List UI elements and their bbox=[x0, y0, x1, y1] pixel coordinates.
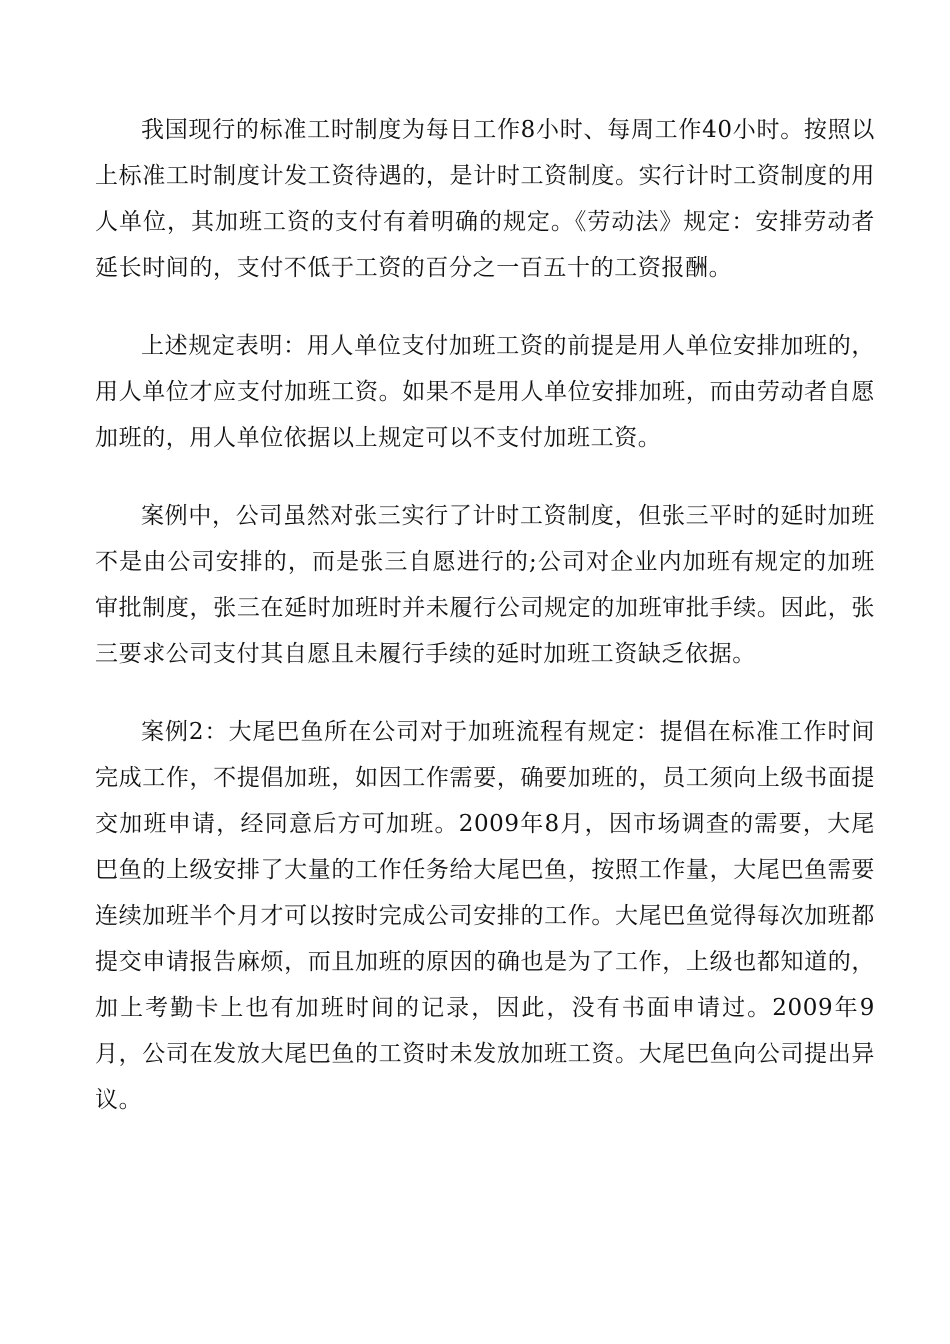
paragraph-standard-working-hours: 我国现行的标准工时制度为每日工作8小时、每周工作40小时。按照以上标准工时制度计发工资待遇的，是计时工资制度。实行计时工资制度的用人单位，其加班工资的支付有着明确的规定。《劳动法》规定：安排劳动者延长时间的，支付不低于工资的百分之一百五十的工资报酬。 bbox=[95, 117, 875, 281]
paragraph-overtime-precondition: 上述规定表明：用人单位支付加班工资的前提是用人单位安排加班的，用人单位才应支付加班工资。如果不是用人单位安排加班，而由劳动者自愿加班的，用人单位依据以上规定可以不支付加班工资。 bbox=[95, 333, 875, 451]
paragraph-case-2: 案例2：大尾巴鱼所在公司对于加班流程有规定：提倡在标准工作时间完成工作，不提倡加班，如因工作需要，确要加班的，员工须向上级书面提交加班申请，经同意后方可加班。2009年8月，因市场调查的需要，大尾巴鱼的上级安排了大量的工作任务给大尾巴鱼，按照工作量，大尾巴鱼需要连续加班半个月才可以按时完成公司安排的工作。大尾巴鱼觉得每次加班都提交申请报告麻烦，而且加班的原因的确也是为了工作，上级也都知道的，加上考勤卡上也有加班时间的记录，因此，没有书面申请过。2009年9月，公司在发放大尾巴鱼的工资时未发放加班工资。大尾巴鱼向公司提出异议。 bbox=[95, 719, 875, 1113]
paragraph-case-zhangsan: 案例中，公司虽然对张三实行了计时工资制度，但张三平时的延时加班不是由公司安排的，而是张三自愿进行的;公司对企业内加班有规定的加班审批制度，张三在延时加班时并未履行公司规定的加班审批手续。因此，张三要求公司支付其自愿且未履行手续的延时加班工资缺乏依据。 bbox=[95, 503, 875, 667]
document-body bbox=[95, 107, 875, 1155]
